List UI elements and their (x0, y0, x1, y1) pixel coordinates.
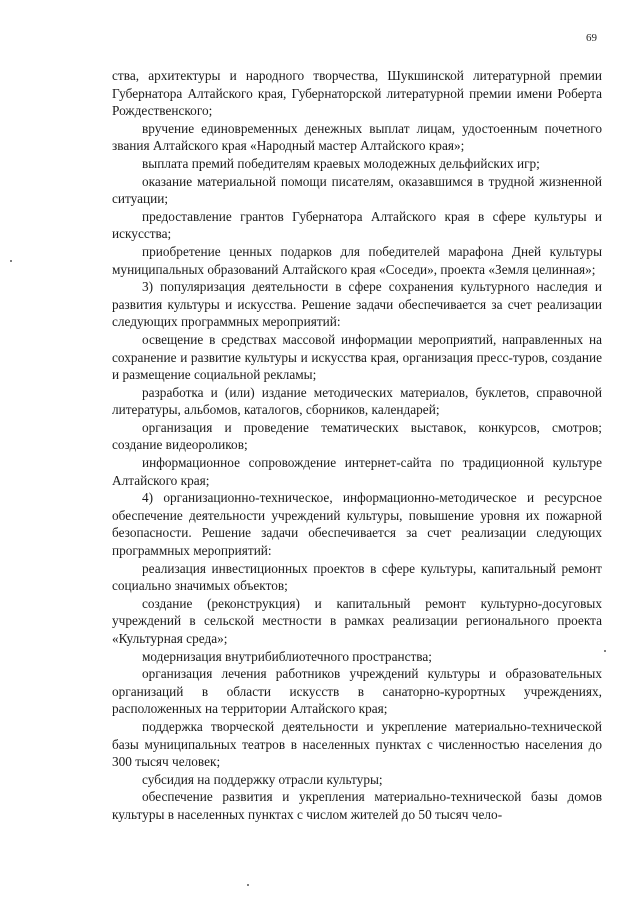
paragraph: оказание материальной помощи писателям, оказавшимся в трудной жизненной ситуации; (112, 173, 602, 207)
paragraph: вручение единовременных денежных выплат лицам, удостоенным почетного звания Алтайского края «Народный мастер Алтайского края»; (112, 120, 602, 154)
paragraph: приобретение ценных подарков для победителей марафона Дней культуры муниципальных образований Алтайского края «Соседи», проекта «Земля целинная»; (112, 243, 602, 277)
paragraph: организация и проведение тематических выставок, конкурсов, смотров; создание видеороликов; (112, 419, 602, 453)
scan-speck (247, 884, 249, 886)
paragraph: освещение в средствах массовой информации мероприятий, направленных на сохранение и развитие культуры и искусства края, организация пресс-туров, создание и размещение социальной рекламы; (112, 331, 602, 383)
paragraph: создание (реконструкция) и капитальный ремонт культурно-досуговых учреждений в сельской местности в рамках реализации регионального проекта «Культурная среда»; (112, 595, 602, 646)
paragraph: разработка и (или) издание методических материалов, буклетов, справочной литературы, альбомов, каталогов, сборников, календарей; (112, 384, 602, 418)
paragraph: организация лечения работников учреждений культуры и образовательных организаций в области искусств в санаторно-курортных учреждениях, расположенных на территории Алтайского края; (112, 666, 602, 717)
paragraph: поддержка творческой деятельности и укрепление материально-технической базы муниципальных театров в населенных пунктах с численностью населения до 300 тысяч человек; (112, 718, 602, 770)
document-body (112, 67, 602, 824)
paragraph: 3) популяризация деятельности в сфере сохранения культурного наследия и развития культуры и искусства. Решение задачи обеспечивается за счет реализации следующих программных мероприятий: (112, 279, 602, 330)
scan-speck (10, 260, 12, 262)
scan-speck (604, 650, 606, 652)
paragraph: реализация инвестиционных проектов в сфере культуры, капитальный ремонт социально значимых объектов; (112, 560, 602, 594)
paragraph: модернизация внутрибиблиотечного пространства; (142, 648, 432, 664)
page-number: 69 (586, 32, 597, 44)
paragraph: обеспечение развития и укрепления материально-технической базы домов культуры в населенных пунктах с числом жителей до 50 тысяч чело- (112, 789, 602, 822)
paragraph: информационное сопровождение интернет-сайта по традиционной культуре Алтайского края; (112, 455, 602, 488)
paragraph: выплата премий победителям краевых молодежных дельфийских игр; (142, 155, 540, 171)
paragraph: предоставление грантов Губернатора Алтайского края в сфере культуры и искусства; (112, 208, 602, 242)
paragraph: ства, архитектуры и народного творчества, Шукшинской литературной премии Губернатора Алтайского края, Губернаторской литературной премии имени Роберта Рождественского; (112, 68, 602, 119)
paragraph: субсидия на поддержку отрасли культуры; (142, 771, 383, 787)
paragraph: 4) организационно-техническое, информационно-методическое и ресурсное обеспечение деятельности учреждений культуры, повышение уровня их пожарной безопасности. Решение задачи обеспечивается за счет реализации следующих программных мероприятий: (112, 490, 602, 559)
